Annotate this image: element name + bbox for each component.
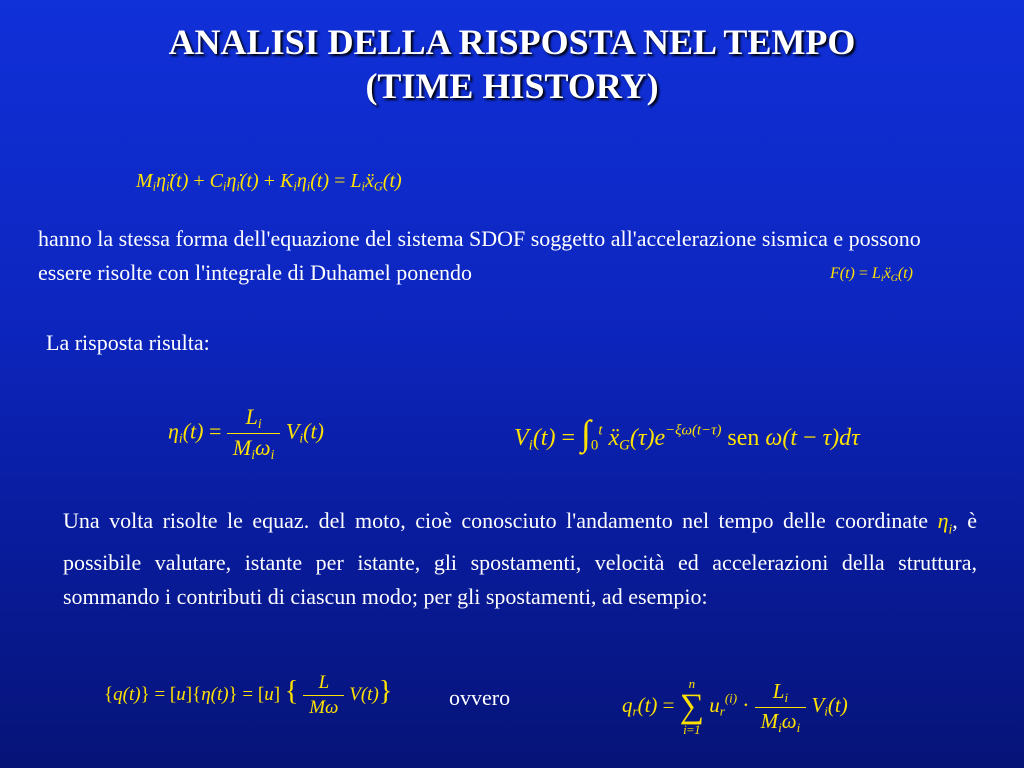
- integral-sign: ∫: [581, 413, 591, 453]
- forcing-equation: $F(t) = L_iẍ_G(t)$: [830, 265, 913, 284]
- sum-displacement-equation: $q_r(t)$ = n ∑ i=1 $u_r^{(i)}$ · $\frac{L_i}{M_i\omega_i}$ $V_i(t)$: [622, 676, 848, 737]
- duhamel-integral: $V_i(t) = \int_0^t$ $ẍ_G(\tau)e^{-\xi\omega(t-\tau)}$ sen ω(t − τ)dτ: [514, 413, 860, 454]
- label-response: La risposta risulta:: [46, 330, 210, 355]
- eta-symbol: $\eta_i$: [937, 508, 953, 537]
- summation: n ∑ i=1: [679, 676, 704, 737]
- title-line-1: ANALISI DELLA RISPOSTA NEL TEMPO: [168, 22, 856, 62]
- paragraph-2-text-b: , è possibile valutare, istante per istante, gli spostamenti, velocità ed accelerazioni della struttura, sommando i contributi di ciascun modo; per gli spostamenti, ad esempio:: [63, 508, 978, 610]
- sum-fraction: $\frac{L_i}{M_i\omega_i}$: [755, 679, 807, 736]
- paragraph-2-text-a: Una volta risolte le equaz. del moto, cioè conosciuto l'andamento nel tempo delle coordinate: [63, 508, 929, 533]
- modal-response-fraction: $\frac{L_i}{M_i\omega_i}$: [227, 404, 280, 463]
- modal-equation: $M_i\etä_i(t)$ + $C_i\etȧ_i(t) + K_i\eta_i(t)$ = $L_iẍ_G(t)$: [136, 170, 402, 194]
- title-line-2: (TIME HISTORY): [365, 66, 659, 106]
- matrix-fraction: $\frac{L}{M\omega}$: [303, 672, 344, 719]
- matrix-displacement-equation: {q(t)} = [u]{η(t)} = [u] { $\frac{L}{M\omega}$ V(t)}: [104, 672, 393, 718]
- slide-title: [0, 20, 1024, 108]
- ovvero-label: ovvero: [449, 685, 511, 710]
- modal-response-equation: $\eta_i(t)$ = $\frac{L_i}{M_i\omega_i}$ $V_i(t)$: [168, 404, 324, 463]
- paragraph-2: [63, 504, 977, 614]
- paragraph-1-text: hanno la stessa forma dell'equazione del sistema SDOF soggetto all'accelerazione sismica e possono essere risolte con l'integrale di Duhamel ponendo: [38, 226, 921, 285]
